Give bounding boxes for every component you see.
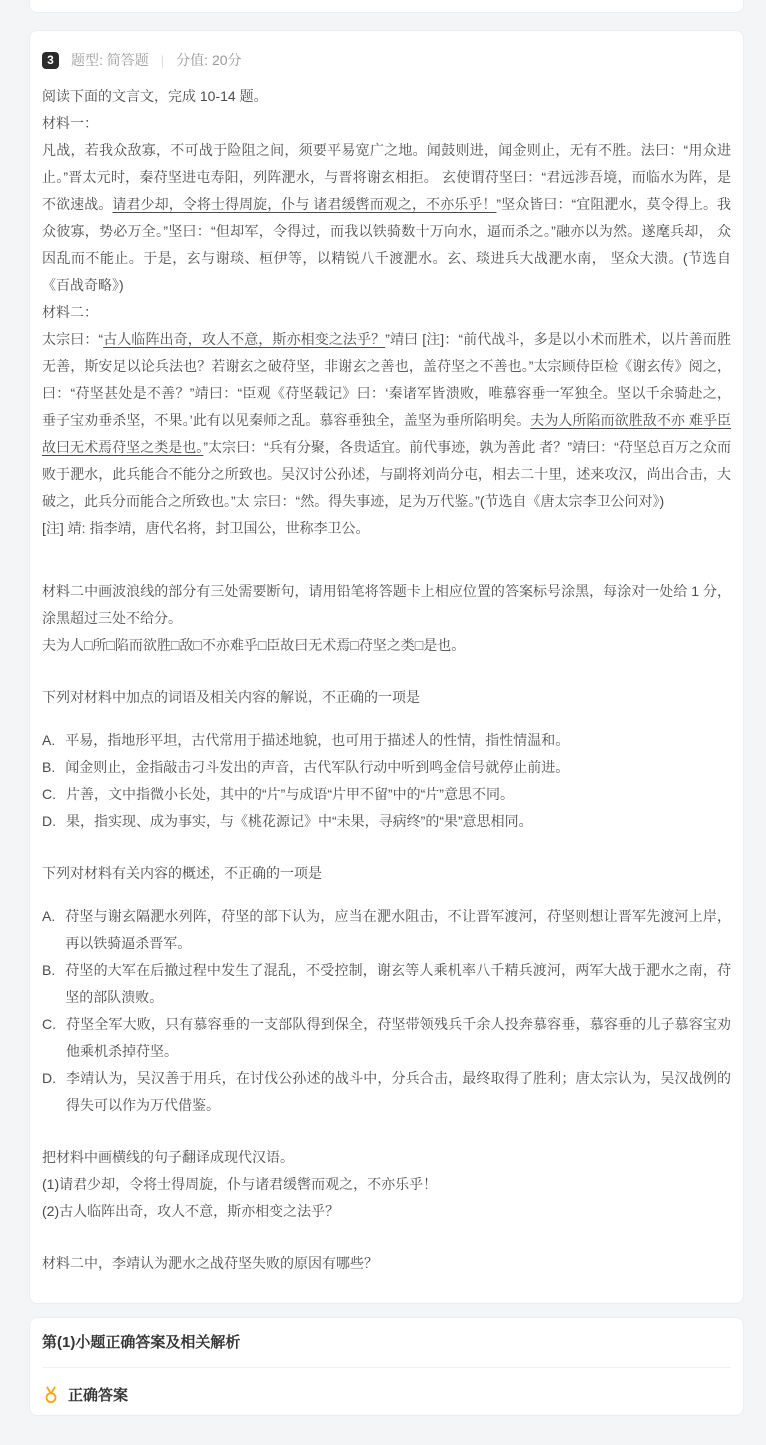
material1-label: 材料一： bbox=[42, 115, 98, 131]
material2-underlined-sentence-2: 夫为人所陷而欲胜敌不亦 难乎臣故曰无术焉苻坚之类是也。 bbox=[42, 412, 732, 455]
correct-answer-label: 正确答案 bbox=[68, 1387, 129, 1404]
option-label: C. bbox=[42, 1016, 56, 1032]
option-label: C. bbox=[42, 786, 56, 802]
material2-mid: ”靖曰 [注]：“前代战斗，多是以小术而胜术，以片善而胜无善，斯安足以论兵法也？若谢玄之破苻坚，非谢玄之善也，盖苻坚之不善也。”太宗顾侍臣检《谢玄传》阅之，曰：“苻坚甚处是不善？”靖曰：“臣观《苻坚载记》曰：‘秦诸军皆溃败，唯慕容垂一军独全。坚以千余骑赴之，垂子宝劝垂杀坚，不果。’此有以见秦师之乱。慕容垂独全，盖坚为垂所陷明矣。 bbox=[42, 331, 731, 428]
option-label: D. bbox=[42, 1070, 56, 1086]
option-row bbox=[42, 727, 731, 754]
option-text: 闻金则止，金指敲击刁斗发出的声音，古代军队行动中听到鸣金信号就停止前进。 bbox=[65, 759, 570, 775]
reason-question-stem: 材料二中，李靖认为淝水之战苻坚失败的原因有哪些？ bbox=[42, 1255, 378, 1271]
translate-item-2: (2)古人临阵出奇，攻人不意，斯亦相变之法乎？ bbox=[42, 1203, 340, 1219]
meta-divider: | bbox=[160, 52, 165, 68]
material2-pre: 太宗曰：“ bbox=[42, 331, 104, 347]
translate-question-stem: 把材料中画横线的句子翻译成现代汉语。 bbox=[42, 1149, 294, 1165]
option-row bbox=[42, 808, 731, 835]
material1-post: ”坚众皆曰：“宜阻淝水，莫令得上。我众彼寡，势必万全。”坚曰：“但却军，令得过，而我以铁骑数十万向水，逼而杀之。”融亦以为然。遂麾兵却， 众因乱而不能止。于是，玄与谢琰、桓伊等，以精锐八千渡淝水。玄、琰进兵大战淝水南， 坚众大溃。(节选自《百战奇略》) bbox=[42, 196, 732, 293]
answer-panel-divider bbox=[42, 1367, 731, 1368]
option-label: A. bbox=[42, 732, 56, 748]
question-card bbox=[29, 30, 744, 1304]
option-text: 苻坚全军大败，只有慕容垂的一支部队得到保全，苻坚带领残兵千余人投奔慕容垂，慕容垂的儿子慕容宝劝他乘机杀掉苻坚。 bbox=[66, 1016, 731, 1059]
answer-panel-title: 第(1)小题正确答案及相关解析 bbox=[42, 1334, 241, 1351]
option-label: B. bbox=[42, 962, 56, 978]
option-text: 苻坚与谢玄隔淝水列阵，苻坚的部下认为，应当在淝水阻击，不让晋军渡河，苻坚则想让晋军先渡河上岸，再以铁骑逼杀晋军。 bbox=[65, 908, 731, 951]
material1-underlined-sentence: 请君少却，令将士得周旋，仆与 诸君缓辔而观之，不亦乐乎！ bbox=[112, 196, 497, 212]
material2-label: 材料二： bbox=[42, 304, 98, 320]
option-row bbox=[42, 781, 731, 808]
option-row bbox=[42, 1065, 731, 1119]
previous-card-bottom-edge bbox=[29, 0, 744, 13]
summary-question-options bbox=[42, 903, 731, 1119]
passage-intro: 阅读下面的文言文，完成 10-14 题。 bbox=[42, 88, 268, 104]
passage-note: [注] 靖: 指李靖，唐代名将，封卫国公，世称李卫公。 bbox=[42, 520, 370, 536]
duanju-stem: 材料二中画波浪线的部分有三处需要断句，请用铅笔将答题卡上相应位置的答案标号涂黑，每涂对一处给 1 分，涂黑超过三处不给分。 bbox=[42, 583, 731, 626]
summary-question-stem: 下列对材料有关内容的概述，不正确的一项是 bbox=[42, 865, 322, 881]
material1-text bbox=[42, 137, 731, 299]
option-label: A. bbox=[42, 908, 56, 924]
question-type-label: 题型: 简答题 bbox=[71, 52, 149, 68]
correct-answer-row bbox=[42, 1384, 731, 1405]
duanju-sentence: 夫为人□所□陷而欲胜□敌□不亦难乎□臣故曰无术焉□苻坚之类□是也。 bbox=[42, 637, 466, 653]
option-label: D. bbox=[42, 813, 56, 829]
option-label: B. bbox=[42, 759, 56, 775]
question-score-label: 分值: 20分 bbox=[176, 52, 242, 68]
option-text: 果，指实现、成为事实，与《桃花源记》中“未果，寻病终”的“果”意思相同。 bbox=[66, 813, 533, 829]
medal-icon bbox=[42, 1386, 60, 1404]
option-text: 平易，指地形平坦，古代常用于描述地貌，也可用于描述人的性情，指性情温和。 bbox=[65, 732, 570, 748]
translate-item-1: (1)请君少却，令将士得周旋，仆与诸君缓辔而观之，不亦乐乎！ bbox=[42, 1176, 438, 1192]
word-question-options bbox=[42, 727, 731, 835]
answer-panel bbox=[29, 1317, 744, 1416]
option-row bbox=[42, 903, 731, 957]
material2-underlined-sentence-1: 古人临阵出奇，攻人不意，斯亦相变之法乎？ bbox=[103, 331, 386, 347]
option-row bbox=[42, 754, 731, 781]
option-text: 苻坚的大军在后撤过程中发生了混乱，不受控制，谢玄等人乘机率八千精兵渡河，两军大战于淝水之南，苻坚的部队溃败。 bbox=[65, 962, 731, 1005]
word-question-stem: 下列对材料中加点的词语及相关内容的解说，不正确的一项是 bbox=[42, 689, 420, 705]
option-text: 片善，文中指微小长处，其中的“片”与成语“片甲不留”中的“片”意思不同。 bbox=[66, 786, 514, 802]
option-row bbox=[42, 957, 731, 1011]
question-header bbox=[42, 51, 731, 69]
material2-post: ”太宗曰：“兵有分聚，各贵适宜。前代事迹，孰为善此 者？”靖曰：“苻坚总百万之众而败于淝水，此兵能合不能分之所致也。吴汉讨公孙述，与副将刘尚分屯，相去二十里，述来攻汉，尚出合击，大破之，此兵分而能合之所致也。”太 宗曰：“然。得失事迹，足为万代鉴。”(节选自《唐太宗李卫公问对》) bbox=[42, 439, 731, 509]
material1-pre: 凡战，若我众敌寡，不可战于险阻之间，须要平易宽广之地。闻鼓则进，闻金则止，无有不胜。法曰：“用众进止。”晋太元时，秦苻坚进屯寿阳，列阵淝水，与晋将谢玄相拒。 玄使谓苻坚曰：“君远涉吾境，而临水为阵，是不欲速战。 bbox=[42, 142, 731, 212]
question-content bbox=[42, 83, 731, 1277]
question-number-badge: 3 bbox=[42, 52, 59, 69]
option-row bbox=[42, 1011, 731, 1065]
option-text: 李靖认为，吴汉善于用兵，在讨伐公孙述的战斗中，分兵合击，最终取得了胜利；唐太宗认为，吴汉战例的得失可以作为万代借鉴。 bbox=[66, 1070, 731, 1113]
material2-text bbox=[42, 326, 731, 515]
